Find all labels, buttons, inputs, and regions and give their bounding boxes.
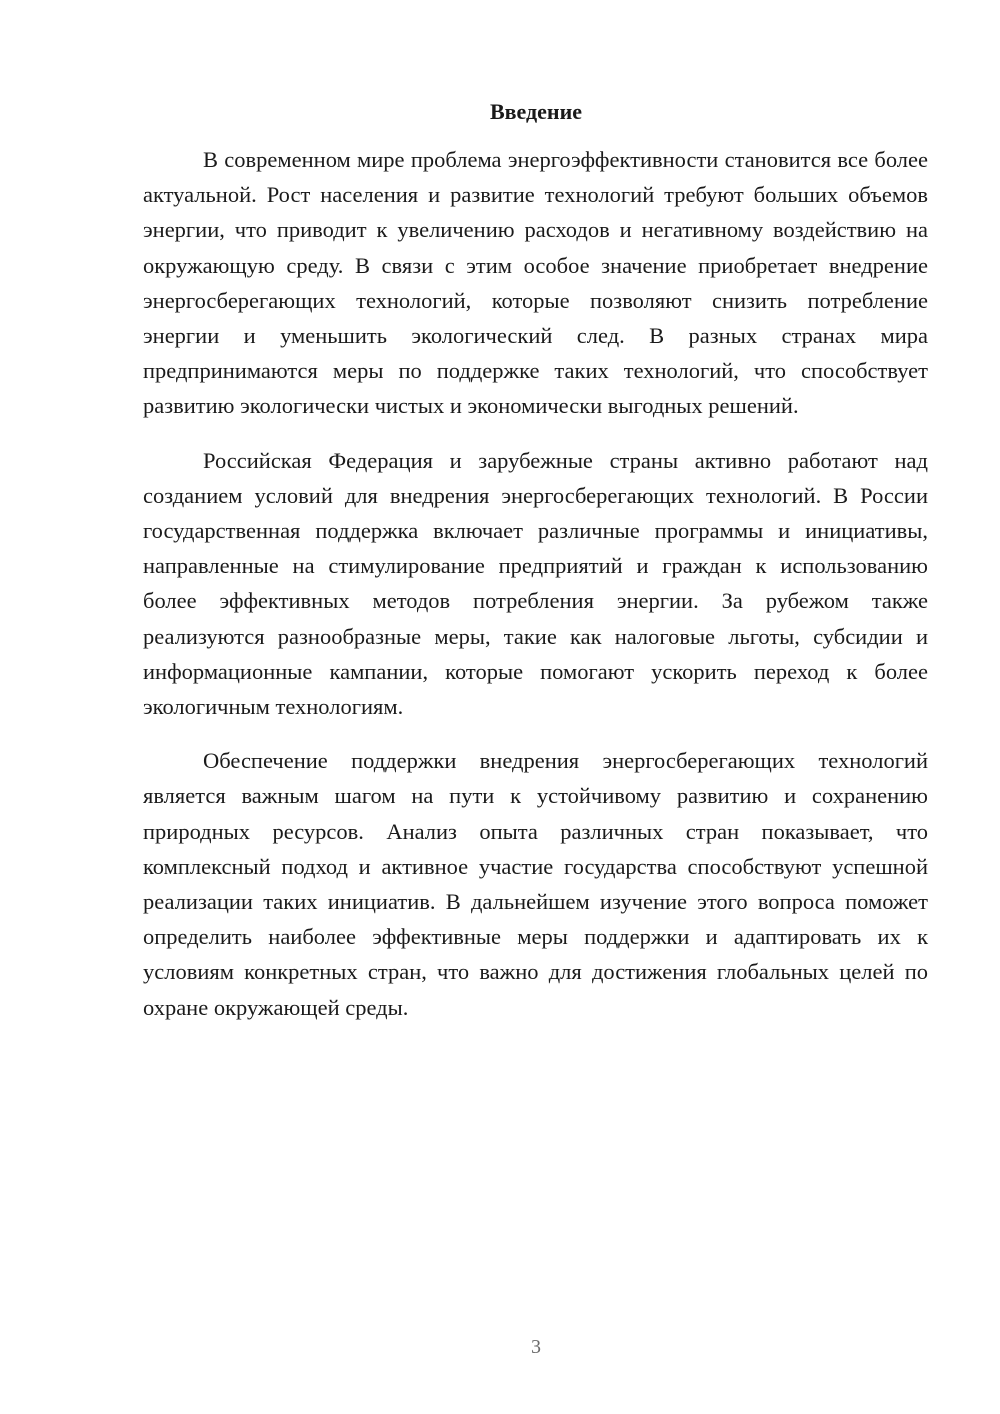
paragraph-3: Обеспечение поддержки внедрения энергосберегающих технологий является важным шагом на пути к устойчивому развитию и сохранению природных ресурсов. Анализ опыта различных стран показывает, что комплексный подход и активное участие государства способствуют успешной реализации таких инициатив. В дальнейшем изучение этого вопроса поможет определить наиболее эффективные меры поддержки и адаптировать их к условиям конкретных стран, что важно для достижения глобальных целей по охране окружающей среды. (143, 748, 928, 1020)
page-number: 3 (531, 1336, 541, 1358)
document-body (143, 142, 928, 1044)
paragraph-1: В современном мире проблема энергоэффективности становится все более актуальной. Рост населения и развитие технологий требуют больших объемов энергии, что приводит к увеличению расходов и негативному воздействию на окружающую среду. В связи с этим особое значение приобретает внедрение энергосберегающих технологий, которые позволяют снизить потребление энергии и уменьшить экологический след. В разных странах мира предпринимаются меры по поддержке таких технологий, что способствует развитию экологически чистых и экономически выгодных решений. (143, 147, 928, 419)
section-heading: Введение (489, 99, 583, 124)
paragraph-2: Российская Федерация и зарубежные страны активно работают над созданием условий для внедрения энергосберегающих технологий. В России государственная поддержка включает различные программы и инициативы, направленные на стимулирование предприятий и граждан к использованию более эффективных методов потребления энергии. За рубежом также реализуются разнообразные меры, такие как налоговые льготы, субсидии и информационные кампании, которые помогают ускорить переход к более экологичным технологиям. (143, 447, 928, 720)
